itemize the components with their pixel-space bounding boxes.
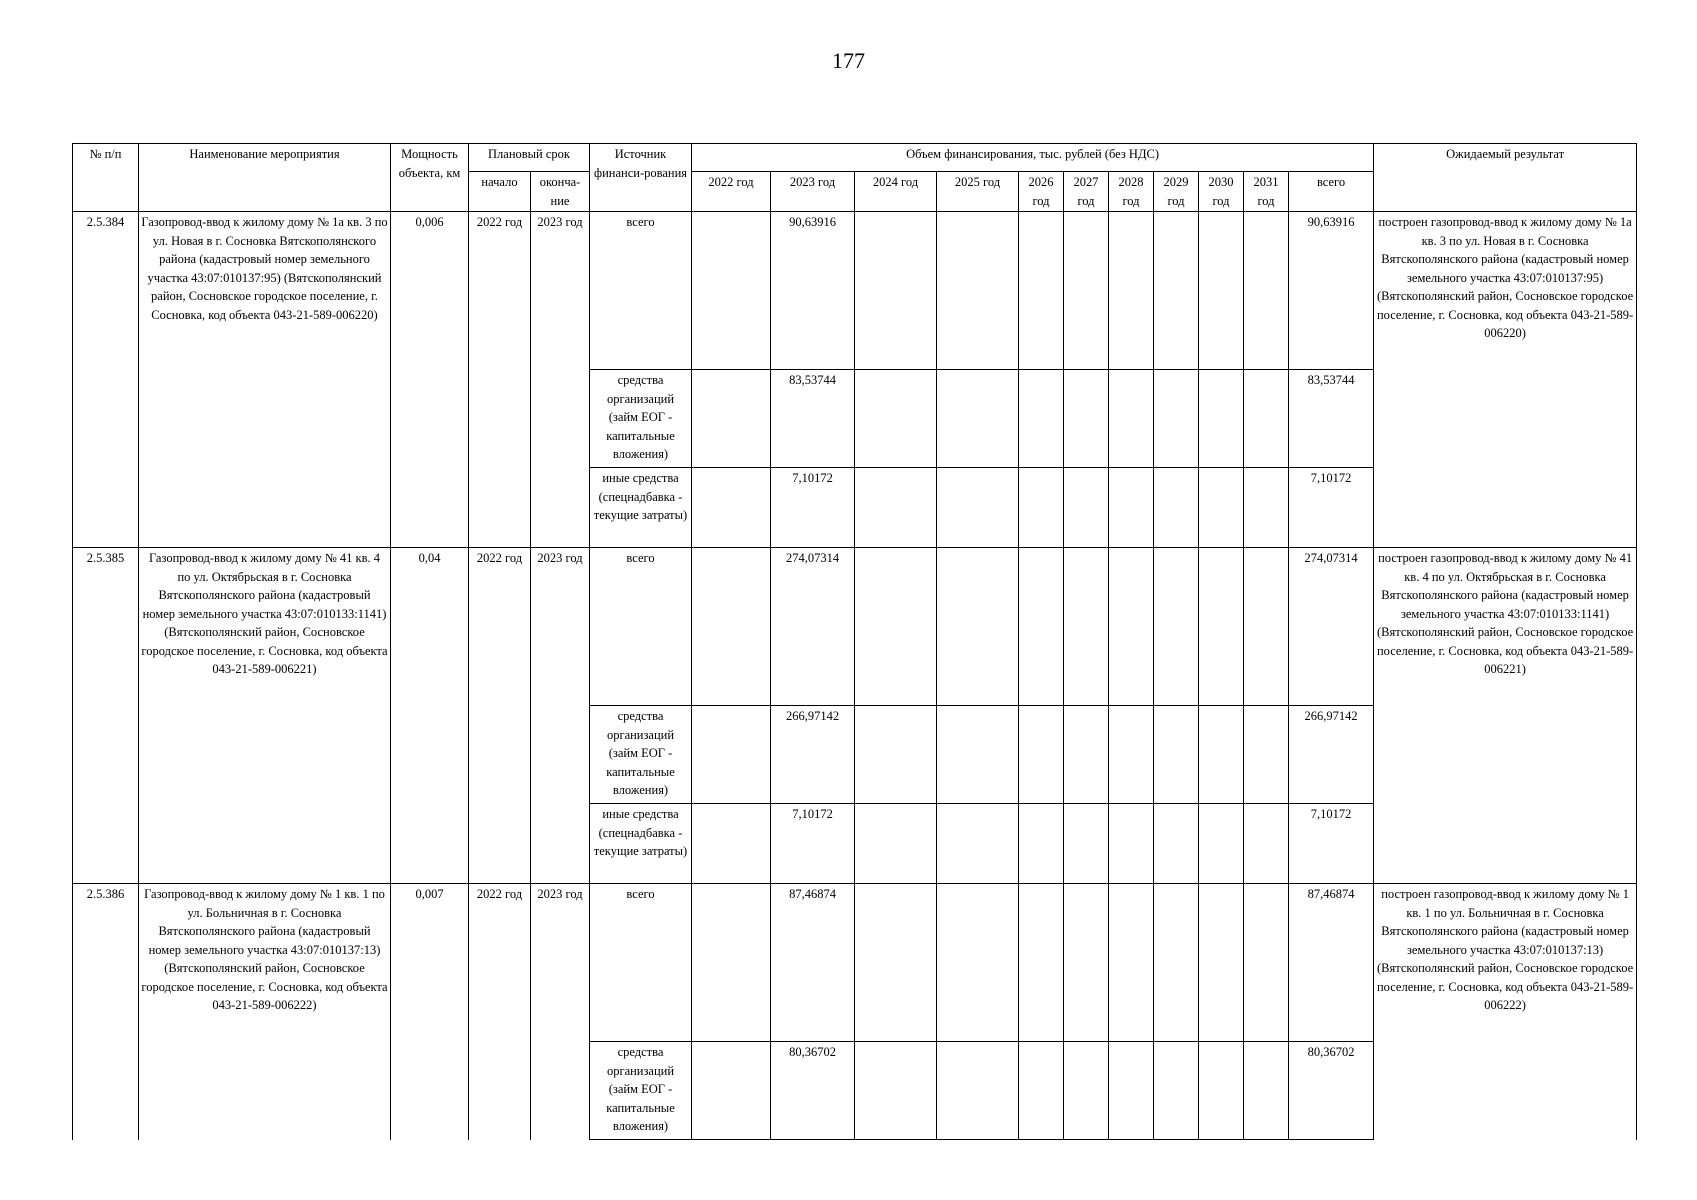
value-total: 7,10172 <box>1289 468 1374 548</box>
table-row <box>73 212 1637 370</box>
row-result: построен газопровод-ввод к жилому дому № 1а кв. 3 по ул. Новая в г. Сосновка Вятскополянского района (кадастровый номер земельного участка 43:07:010137:95) (Вятскополянский район, Сосновское городское поселение, г. Сосновка, код объекта 043-21-589-006220) <box>1374 212 1637 548</box>
row-name: Газопровод-ввод к жилому дому № 1а кв. 3 по ул. Новая в г. Сосновка Вятскополянского района (кадастровый номер земельного участка 43:07:010137:95) (Вятскополянский район, Сосновское городское поселение, г. Сосновка, код объекта 043-21-589-006220) <box>139 212 391 548</box>
source-label: всего <box>590 212 692 370</box>
header-year: 2026 год <box>1019 172 1064 212</box>
value-total: 83,53744 <box>1289 370 1374 468</box>
row-end: 2023 год <box>531 884 590 1140</box>
header-year: 2022 год <box>692 172 771 212</box>
row-start: 2022 год <box>469 212 531 548</box>
row-name: Газопровод-ввод к жилому дому № 1 кв. 1 по ул. Больничная в г. Сосновка Вятскополянского района (кадастровый номер земельного участка 43:07:010137:13) (Вятскополянский район, Сосновское городское поселение, г. Сосновка, код объекта 043-21-589-006222) <box>139 884 391 1140</box>
value-total: 80,36702 <box>1289 1042 1374 1140</box>
value-2023: 7,10172 <box>771 804 855 884</box>
row-end: 2023 год <box>531 212 590 548</box>
row-power: 0,04 <box>391 548 469 884</box>
header-power: Мощность объекта, км <box>391 144 469 212</box>
row-result: построен газопровод-ввод к жилому дому № 41 кв. 4 по ул. Октябрьская в г. Сосновка Вятскополянского района (кадастровый номер земельного участка 43:07:010133:1141) (Вятскополянский район, Сосновское городское поселение, г. Сосновка, код объекта 043-21-589-006221) <box>1374 548 1637 884</box>
header-year: 2027 год <box>1064 172 1109 212</box>
header-year: 2025 год <box>937 172 1019 212</box>
financing-table <box>72 143 1637 1140</box>
value-2023: 80,36702 <box>771 1042 855 1140</box>
header-total: всего <box>1289 172 1374 212</box>
value-2023: 266,97142 <box>771 706 855 804</box>
value-total: 7,10172 <box>1289 804 1374 884</box>
header-source: Источник финанси-рования <box>590 144 692 212</box>
header-volume: Объем финансирования, тыс. рублей (без НДС) <box>692 144 1374 172</box>
value-total: 274,07314 <box>1289 548 1374 706</box>
table-row <box>73 548 1637 706</box>
value-2023: 83,53744 <box>771 370 855 468</box>
row-num: 2.5.385 <box>73 548 139 884</box>
value-total: 266,97142 <box>1289 706 1374 804</box>
source-label: иные средства (спецнадбавка - текущие затраты) <box>590 468 692 548</box>
header-year: 2023 год <box>771 172 855 212</box>
header-result: Ожидаемый результат <box>1374 144 1637 212</box>
header-name: Наименование мероприятия <box>139 144 391 212</box>
header-num: № п/п <box>73 144 139 212</box>
value-2023: 274,07314 <box>771 548 855 706</box>
table-row <box>73 884 1637 1042</box>
row-start: 2022 год <box>469 548 531 884</box>
row-power: 0,007 <box>391 884 469 1140</box>
row-end: 2023 год <box>531 548 590 884</box>
value-total: 90,63916 <box>1289 212 1374 370</box>
header-year: 2024 год <box>855 172 937 212</box>
header-year: 2028 год <box>1109 172 1154 212</box>
value-2023: 90,63916 <box>771 212 855 370</box>
header-end: оконча-ние <box>531 172 590 212</box>
row-power: 0,006 <box>391 212 469 548</box>
row-num: 2.5.386 <box>73 884 139 1140</box>
value-total: 87,46874 <box>1289 884 1374 1042</box>
header-year: 2030 год <box>1199 172 1244 212</box>
source-label: всего <box>590 548 692 706</box>
value-2023: 87,46874 <box>771 884 855 1042</box>
source-label: иные средства (спецнадбавка - текущие затраты) <box>590 804 692 884</box>
header-year: 2029 год <box>1154 172 1199 212</box>
header-plan-term: Плановый срок <box>469 144 590 172</box>
source-label: средства организаций (займ ЕОГ - капитальные вложения) <box>590 370 692 468</box>
row-start: 2022 год <box>469 884 531 1140</box>
header-year: 2031 год <box>1244 172 1289 212</box>
source-label: средства организаций (займ ЕОГ - капитальные вложения) <box>590 706 692 804</box>
row-name: Газопровод-ввод к жилому дому № 41 кв. 4 по ул. Октябрьская в г. Сосновка Вятскополянского района (кадастровый номер земельного участка 43:07:010133:1141) (Вятскополянский район, Сосновское городское поселение, г. Сосновка, код объекта 043-21-589-006221) <box>139 548 391 884</box>
row-num: 2.5.384 <box>73 212 139 548</box>
source-label: всего <box>590 884 692 1042</box>
header-start: начало <box>469 172 531 212</box>
row-result: построен газопровод-ввод к жилому дому № 1 кв. 1 по ул. Больничная в г. Сосновка Вятскополянского района (кадастровый номер земельного участка 43:07:010137:13) (Вятскополянский район, Сосновское городское поселение, г. Сосновка, код объекта 043-21-589-006222) <box>1374 884 1637 1140</box>
value-2023: 7,10172 <box>771 468 855 548</box>
source-label: средства организаций (займ ЕОГ - капитальные вложения) <box>590 1042 692 1140</box>
page-number: 177 <box>832 48 865 73</box>
